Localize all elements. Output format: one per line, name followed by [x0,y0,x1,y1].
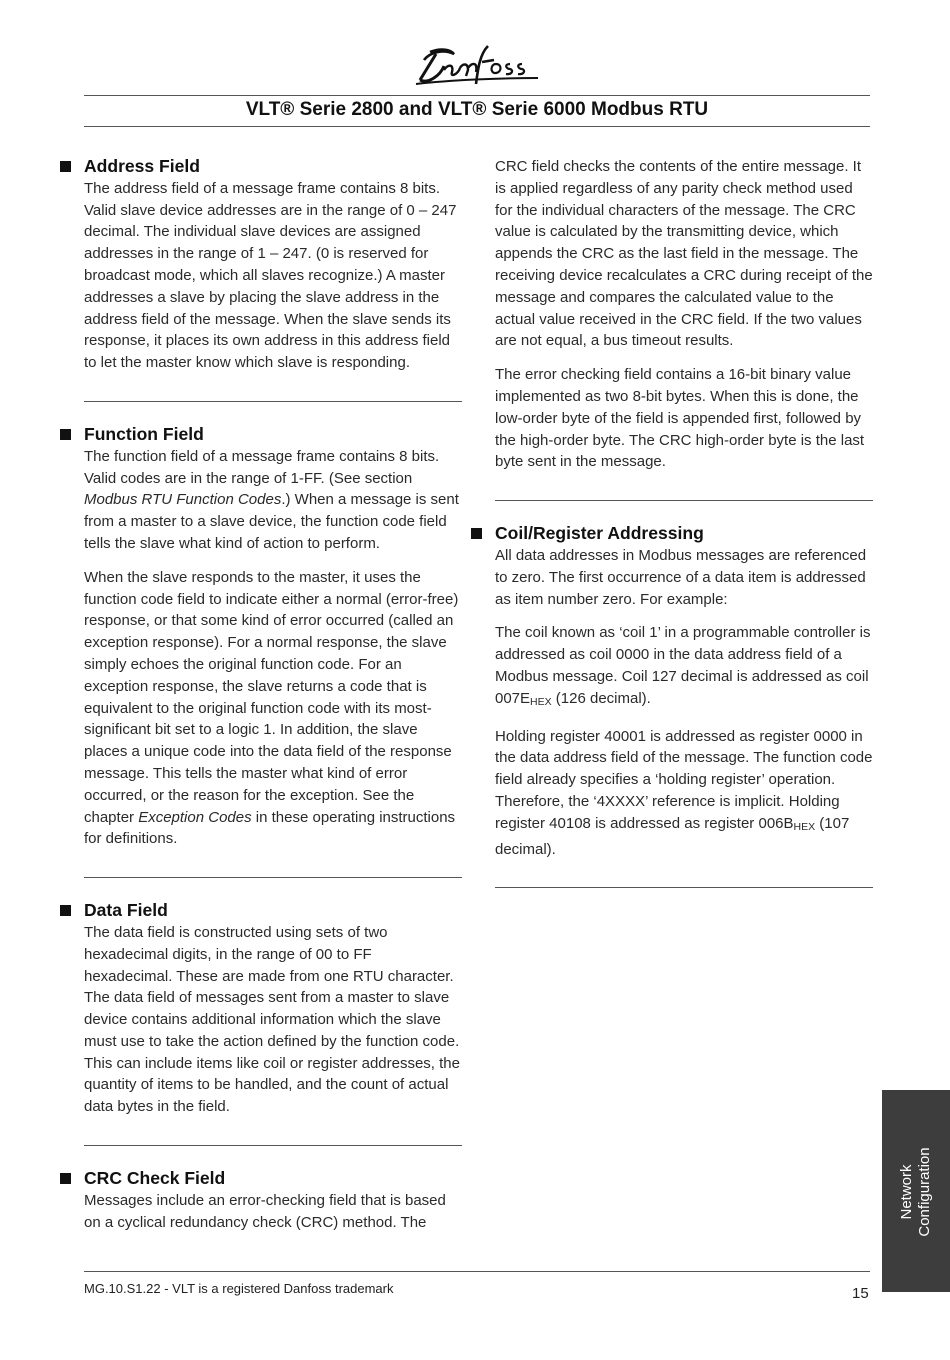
heading-text: Coil/Register Addressing [495,523,704,544]
header-rule-bottom [84,126,870,127]
side-tab-line: Network [898,1164,915,1220]
hex-subscript: HEX [530,695,552,708]
section-heading [84,156,462,178]
heading-text: Data Field [84,900,168,921]
heading-text: Function Field [84,423,204,444]
text: The function field of a message frame contains 8 bits. Valid codes are in the range of 1-FF. (See section [84,447,440,487]
data-field-section [84,900,462,1118]
danfoss-logo-icon [410,40,540,88]
paragraph [84,446,462,555]
hex-subscript: HEX [793,820,816,833]
paragraph: All data addresses in Modbus messages are referenced to zero. The first occurrence of a data item is addressed as item number zero. For example: [495,546,867,608]
paragraph: CRC field checks the contents of the entire message. It is applied regardless of any parity check method used for the individual characters of the message. The CRC value is calculated by the transmitting device, which appends the CRC as the last field in the message. The receiving device recalculates a CRC during receipt of the message and compares the calculated value to the actual value received in the CRC field. If the two values are not equal, a bus timeout results. [495,158,873,350]
footer-trademark-note: MG.10.S1.22 - VLT is a registered Danfoss trademark [84,1281,394,1296]
text: When the slave responds to the master, it uses the function code field to indicate either a normal (error-free) response, or that some kind of error occurred (called an exception response). For a normal response, the slave simply echoes the original function code. For an exception response, the slave returns a code that is equivalent to the original function code with its most-significant bit set to a logic 1. In addition, the slave places a unique code into the data field of the response message. This tells the master what kind of error occurred, or the reason for the exception. See the chapter [84,568,459,826]
side-tab-label [898,1147,934,1236]
address-field-section [84,156,462,374]
text: in these operating instructions for definitions. [84,808,456,848]
square-bullet-icon [60,1173,71,1184]
chapter-side-tab [882,1090,950,1292]
section-divider [495,500,873,501]
section-divider [84,401,462,402]
footer-rule [84,1271,870,1272]
function-field-section [84,424,462,850]
section-heading [84,424,462,446]
paragraph: The address field of a message frame contains 8 bits. Valid slave device addresses are in the range of 0 – 247 decimal. The individual slave devices are assigned addresses in the range of 1 – 247. (0 is reserved for broadcast mode, which all slaves recognize.) A master addresses a slave by placing the slave address in the address field of the message. When the slave sends its response, it places its own address in this address field to let the master know which slave is responding. [84,179,457,372]
square-bullet-icon [60,905,71,916]
paragraph [495,622,873,713]
danfoss-logo [410,40,540,88]
chapter-reference: Exception Codes [138,808,252,826]
section-heading [84,900,462,922]
document-title: VLT® Serie 2800 and VLT® Serie 6000 Modbus RTU [245,99,709,120]
text: Holding register 40001 is addressed as register 0000 in the data address field of the message. The function code field already specifies a ‘holding register’ operation. Therefore, the ‘4XXXX’ reference is implicit. Holding register 40108 is addressed as register 006B [495,727,873,832]
left-column [84,156,462,1245]
crc-continued-section [495,156,873,473]
crc-check-field-section [84,1168,462,1233]
header-rule-top [84,95,870,96]
side-tab-line: Configuration [916,1147,933,1237]
text: .) When a message is sent from a master to a slave device, the function code field tells the slave what kind of action to perform. [84,491,459,552]
square-bullet-icon [471,528,482,539]
page-number: 15 [852,1285,869,1302]
right-column [495,156,873,910]
paragraph [495,726,873,861]
coil-register-addressing-section [495,523,873,860]
section-heading [84,1168,462,1190]
text: The coil known as ‘coil 1’ in a programmable controller is addressed as coil 0000 in the data address field of a Modbus message. Coil 127 decimal is addressed as coil 007E [495,624,871,707]
section-divider [84,1145,462,1146]
text: (126 decimal). [551,689,651,707]
section-divider [84,877,462,878]
heading-text: CRC Check Field [84,1168,226,1189]
paragraph [84,567,462,850]
square-bullet-icon [60,161,71,172]
paragraph: Messages include an error-checking field that is based on a cyclical redundancy check (CRC) method. The [84,1191,446,1231]
square-bullet-icon [60,429,71,440]
section-reference: Modbus RTU Function Codes [84,491,282,509]
text: (107 decimal). [495,814,850,858]
paragraph: The error checking field contains a 16-bit binary value implemented as two 8-bit bytes. When this is done, the low-order byte of the field is appended first, followed by the high-order byte. The CRC high-order byte is the last byte sent in the message. [495,366,865,471]
heading-text: Address Field [84,156,200,176]
paragraph: The data field is constructed using sets of two hexadecimal digits, in the range of 00 to FF hexadecimal. These are made from one RTU character. The data field of messages sent from a master to slave device contains additional information which the slave must use to take the action defined by the function code. This can include items like coil or register addresses, the quantity of items to be handled, and the count of actual data bytes in the field. [84,923,460,1116]
section-heading [495,523,873,545]
section-divider [495,887,873,888]
